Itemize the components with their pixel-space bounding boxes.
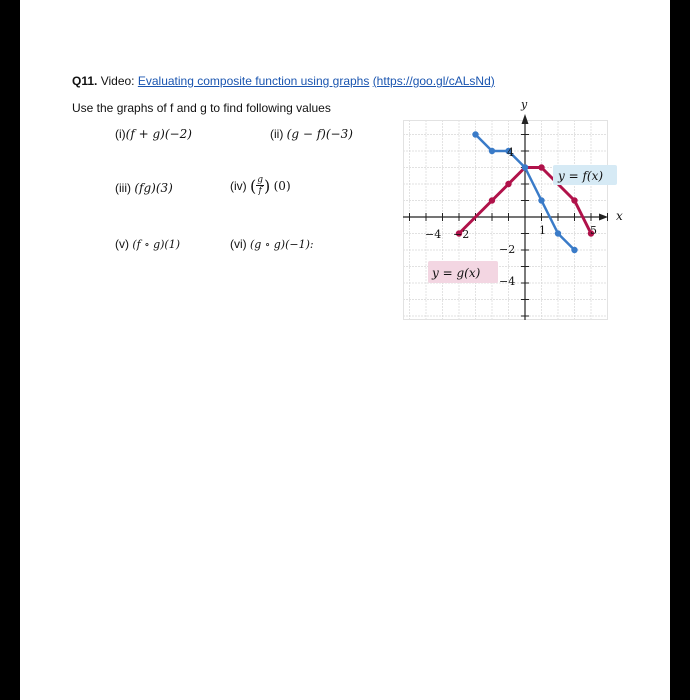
g-curve-point (571, 197, 577, 203)
part-iii (115, 181, 173, 195)
part-iv-arg: (0) (273, 179, 291, 193)
x-tick-label-5: 5 (590, 224, 597, 237)
part-ii-expr: (g − f)(−3) (286, 127, 353, 141)
f-label-box (553, 165, 617, 185)
part-i-expr: (f + g)(−2) (125, 127, 192, 141)
part-vi-label: (vi) (230, 237, 247, 251)
y-tick-label-neg2: −2 (499, 243, 516, 256)
video-url[interactable]: (https://goo.gl/cALsNd) (372, 74, 495, 88)
g-label: y = g(x) (432, 266, 481, 280)
g-curve-point (505, 181, 511, 187)
x-tick-label-neg2: −2 (453, 228, 470, 241)
part-i-label: (i) (115, 127, 126, 141)
video-prefix: Video: (100, 74, 135, 88)
f-curve-point (489, 148, 495, 154)
y-tick-label-neg4: −4 (499, 275, 516, 288)
part-iii-expr: (fg)(3) (134, 181, 173, 195)
f-curve-point (472, 131, 478, 137)
question-number: Q11. (72, 74, 98, 88)
document-page (20, 0, 670, 700)
part-v-label: (v) (115, 237, 129, 251)
part-iv-denominator: f (258, 186, 262, 196)
video-link[interactable]: Evaluating composite function using graphs (137, 74, 370, 88)
part-iv (230, 176, 291, 196)
function-graph (403, 98, 623, 320)
g-curve-point (489, 197, 495, 203)
part-ii-label: (ii) (270, 127, 284, 141)
graph-axes (403, 114, 608, 320)
part-iv-open-paren: ( (250, 176, 257, 196)
part-iii-label: (iii) (115, 181, 131, 195)
f-curve-point (555, 230, 561, 236)
part-vi (230, 237, 314, 251)
part-v-expr: (f ∘ g)(1) (132, 238, 181, 251)
part-iv-fraction (256, 176, 264, 196)
graph-labels (425, 98, 623, 288)
part-iv-label: (iv) (230, 179, 247, 193)
y-axis-label: y (521, 98, 528, 111)
f-curve-point (522, 164, 528, 170)
x-tick-label-1: 1 (539, 224, 546, 237)
g-label-box (428, 261, 498, 283)
y-axis-arrow (522, 114, 529, 124)
f-curve-point (538, 197, 544, 203)
part-iv-numerator: g (257, 175, 264, 185)
part-vi-expr: (g ∘ g)(−1): (250, 238, 314, 251)
x-tick-label-neg4: −4 (425, 228, 442, 241)
x-axis-label: x (616, 209, 623, 223)
part-ii (270, 127, 353, 141)
part-i (115, 127, 192, 141)
f-curve-point (571, 247, 577, 253)
y-tick-label-4: 4 (507, 146, 514, 159)
part-v (115, 237, 180, 251)
f-label: y = f(x) (558, 169, 604, 183)
question-header (72, 74, 495, 88)
part-iv-close-paren: ) (264, 176, 271, 196)
x-axis-arrow (599, 214, 608, 221)
g-curve-point (538, 164, 544, 170)
instruction-text: Use the graphs of f and g to find following values (72, 101, 331, 115)
